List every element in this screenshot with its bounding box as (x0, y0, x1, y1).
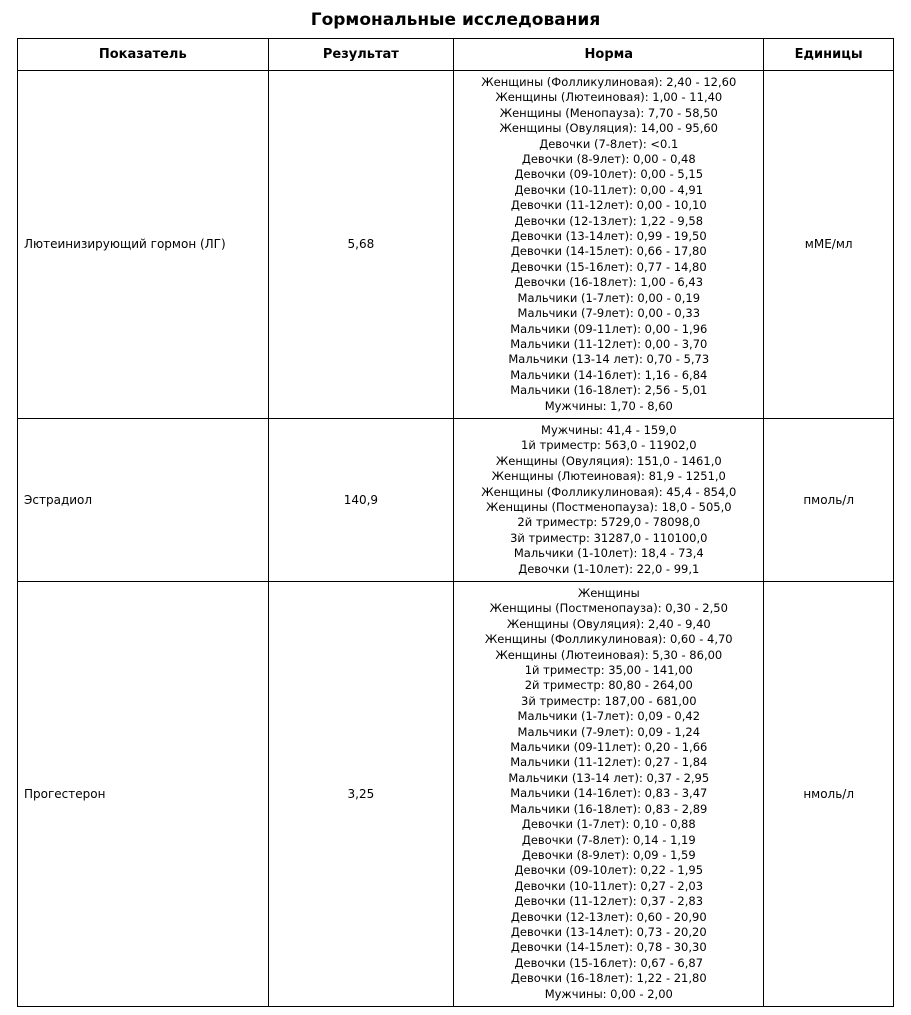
norm-line: Девочки (11-12лет): 0,00 - 10,10 (510, 198, 707, 213)
norm-line: Мужчины: 41,4 - 159,0 (541, 422, 677, 437)
norm-line: Женщины (Лютеиновая): 5,30 - 86,00 (495, 647, 723, 662)
norm-line: 1й триместр: 563,0 - 11902,0 (521, 438, 697, 453)
norm-line: Мальчики (7-9лет): 0,09 - 1,24 (517, 724, 701, 739)
norm-line: Девочки (14-15лет): 0,66 - 17,80 (510, 244, 707, 259)
norm-line: Девочки (13-14лет): 0,99 - 19,50 (510, 229, 707, 244)
norm-line: Женщины (Фолликулиновая): 0,60 - 4,70 (484, 632, 733, 647)
header-indicator: Показатель (18, 39, 269, 71)
indicator-cell: Лютеинизирующий гормон (ЛГ) (18, 71, 269, 419)
norm-line: Девочки (12-13лет): 1,22 - 9,58 (514, 213, 704, 228)
norm-line: Мальчики (14-16лет): 0,83 - 3,47 (510, 786, 708, 801)
norm-line: Мальчики (1-10лет): 18,4 - 73,4 (513, 546, 704, 561)
norm-line: Девочки (15-16лет): 0,77 - 14,80 (510, 259, 707, 274)
norm-line: Мальчики (11-12лет): 0,00 - 3,70 (510, 336, 708, 351)
header-row (18, 39, 894, 71)
header-result: Результат (268, 39, 454, 71)
norm-line: Мальчики (13-14 лет): 0,70 - 5,73 (508, 352, 710, 367)
table-row (18, 582, 894, 1007)
norm-line: Девочки (16-18лет): 1,22 - 21,80 (510, 971, 707, 986)
indicator-cell: Прогестерон (18, 582, 269, 1007)
norm-line: 2й триместр: 5729,0 - 78098,0 (517, 515, 701, 530)
norm-line: Женщины (Овуляция): 14,00 - 95,60 (499, 121, 719, 136)
norm-line: Женщины (Фолликулиновая): 2,40 - 12,60 (481, 75, 737, 89)
norm-line: 3й триместр: 187,00 - 681,00 (521, 693, 697, 708)
result-cell: 5,68 (268, 71, 454, 419)
header-units: Единицы (764, 39, 894, 71)
table-row (18, 71, 894, 419)
norm-line: Девочки (1-7лет): 0,10 - 0,88 (521, 817, 696, 832)
norm-line: Девочки (1-10лет): 22,0 - 99,1 (518, 561, 700, 576)
norm-line: Мальчики (16-18лет): 0,83 - 2,89 (510, 801, 708, 816)
norm-cell (454, 71, 764, 419)
norm-line: 3й триместр: 31287,0 - 110100,0 (510, 530, 708, 545)
norm-line: Девочки (10-11лет): 0,27 - 2,03 (514, 878, 704, 893)
norm-line: Мальчики (7-9лет): 0,00 - 0,33 (517, 306, 701, 321)
norm-line: 1й триместр: 35,00 - 141,00 (524, 663, 693, 678)
norm-cell (454, 582, 764, 1007)
page-title: Гормональные исследования (310, 10, 601, 30)
norm-line: Мальчики (09-11лет): 0,20 - 1,66 (510, 740, 708, 755)
norm-line: Девочки (10-11лет): 0,00 - 4,91 (514, 182, 704, 197)
table-row (18, 418, 894, 581)
norm-line: Женщины (577, 586, 640, 600)
norm-line: Женщины (Менопауза): 7,70 - 58,50 (499, 105, 718, 120)
norm-line: Девочки (11-12лет): 0,37 - 2,83 (514, 894, 704, 909)
norm-line: Девочки (7-8лет): <0.1 (539, 136, 679, 151)
result-cell: 3,25 (268, 582, 454, 1007)
norm-line: Мальчики (1-7лет): 0,00 - 0,19 (517, 290, 701, 305)
units-cell: мМЕ/мл (764, 71, 894, 419)
norm-line: Женщины (Лютеиновая): 1,00 - 11,40 (495, 90, 723, 105)
norm-line: Девочки (8-9лет): 0,00 - 0,48 (521, 152, 696, 167)
norm-line: Мужчины: 1,70 - 8,60 (544, 398, 673, 413)
indicator-cell: Эстрадиол (18, 418, 269, 581)
norm-line: Мальчики (13-14 лет): 0,37 - 2,95 (508, 770, 710, 785)
norm-line: Девочки (09-10лет): 0,00 - 5,15 (514, 167, 704, 182)
results-table (17, 38, 894, 1007)
norm-line: Девочки (14-15лет): 0,78 - 30,30 (510, 940, 707, 955)
norm-line: Женщины (Лютеиновая): 81,9 - 1251,0 (491, 469, 726, 484)
norm-line: Женщины (Постменопауза): 0,30 - 2,50 (489, 601, 728, 616)
norm-line: Девочки (09-10лет): 0,22 - 1,95 (514, 863, 704, 878)
norm-line: Девочки (13-14лет): 0,73 - 20,20 (510, 924, 707, 939)
norm-line: Мальчики (14-16лет): 1,16 - 6,84 (510, 367, 708, 382)
norm-line: Мальчики (1-7лет): 0,09 - 0,42 (517, 709, 701, 724)
norm-line: Мальчики (11-12лет): 0,27 - 1,84 (510, 755, 708, 770)
norm-cell (454, 418, 764, 581)
norm-line: Мальчики (16-18лет): 2,56 - 5,01 (510, 383, 708, 398)
norm-line: Девочки (12-13лет): 0,60 - 20,90 (510, 909, 707, 924)
norm-line: Девочки (8-9лет): 0,09 - 1,59 (521, 847, 696, 862)
result-cell: 140,9 (268, 418, 454, 581)
units-cell: нмоль/л (764, 582, 894, 1007)
results-table-body (18, 71, 894, 1007)
norm-line: Женщины (Фолликулиновая): 45,4 - 854,0 (481, 484, 737, 499)
norm-line: Женщины (Постменопауза): 18,0 - 505,0 (485, 499, 732, 514)
norm-line: Женщины (Овуляция): 2,40 - 9,40 (506, 616, 711, 631)
norm-line: Девочки (16-18лет): 1,00 - 6,43 (514, 275, 704, 290)
norm-line: Девочки (7-8лет): 0,14 - 1,19 (521, 832, 696, 847)
norm-line: Мальчики (09-11лет): 0,00 - 1,96 (510, 321, 708, 336)
norm-line: Женщины (Овуляция): 151,0 - 1461,0 (495, 453, 722, 468)
header-norm: Норма (454, 39, 764, 71)
norm-line: Девочки (15-16лет): 0,67 - 6,87 (514, 955, 704, 970)
units-cell: пмоль/л (764, 418, 894, 581)
norm-line: 2й триместр: 80,80 - 264,00 (524, 678, 693, 693)
norm-line: Мужчины: 0,00 - 2,00 (544, 986, 673, 1001)
results-table-header (18, 39, 894, 71)
